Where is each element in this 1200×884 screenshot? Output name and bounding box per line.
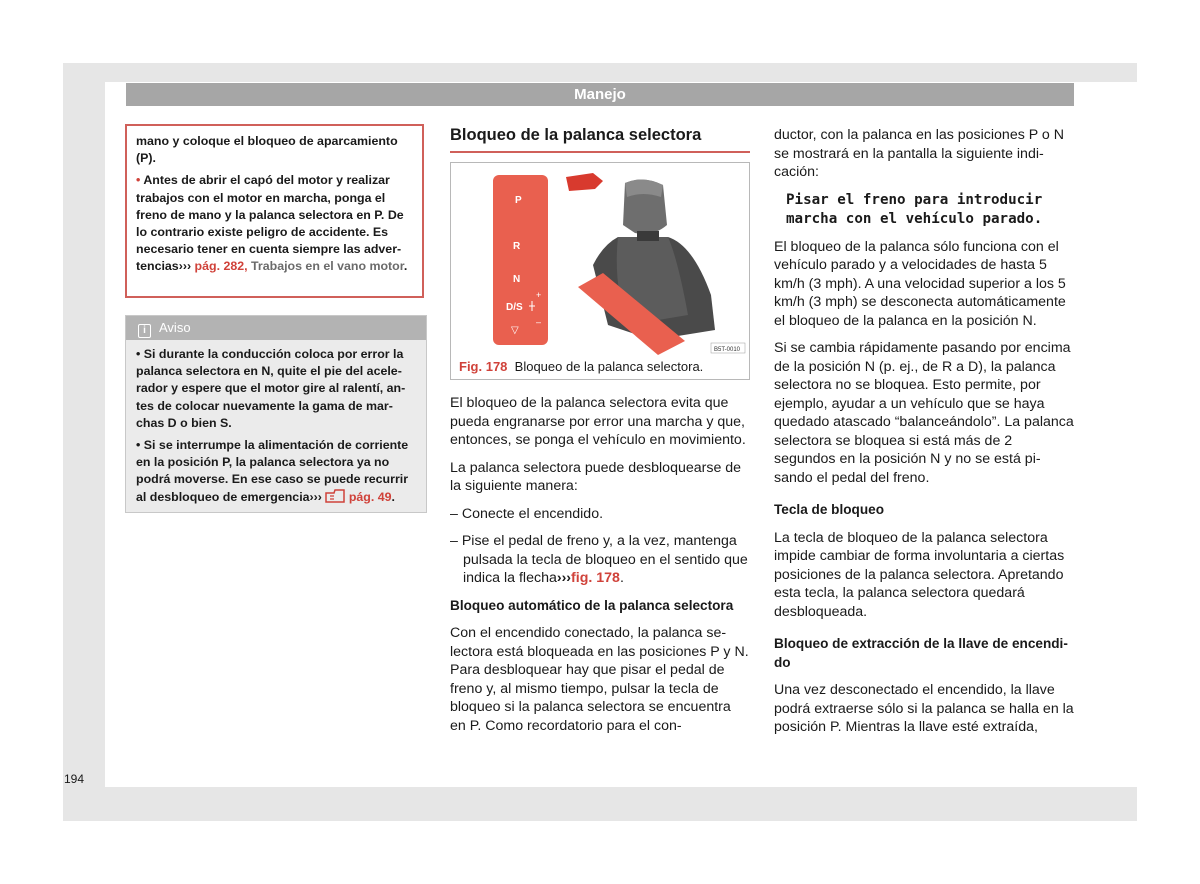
page-link[interactable]: pág. 282, [194,259,248,274]
step-item [450,532,750,588]
warning-para-1: mano y coloque el bloqueo de aparcamiento (P). [136,134,398,166]
notice-item-1: • Si durante la conducción coloca por error la palanca selectora en N, quite el pie del acelerador y espere que el motor gire al ralentí, antes de colocar nuevamente la gama de marchas D o bien S. [136,347,406,430]
arrows-icon: ››› [556,570,572,586]
notice-body [126,340,426,506]
bullet-icon: • [136,173,141,188]
paragraph: La tecla de bloqueo de la palanca selectora impide cambiar de forma involuntaria a ciertas posiciones de la palanca selectora. Apretando esta tecla, la palanca selectora quedará desbloqueada. [774,529,1065,620]
arrows-icon: ››› [309,489,322,504]
middle-column [450,394,750,744]
figure-caption [459,359,703,375]
page-link[interactable]: pág. 49 [348,489,392,504]
notice-title: Aviso [159,320,191,335]
gear-selector-illustration [453,165,747,355]
display-message: Pisar el freno para introducir marcha con el vehículo parado. [786,191,1043,227]
page-link-title[interactable]: Trabajos en el vano motor [251,259,404,274]
punctuation: . [403,259,408,274]
step-item: – Conecte el encendido. [450,505,604,522]
paragraph: La palanca selectora puede desbloquearse de la siguiente manera: [450,459,742,494]
book-icon [325,490,345,504]
paragraph: Con el encendido conectado, la palanca selectora está bloqueada en las posiciones P y N. Para desbloquear hay que pisar el pedal de freno y, al mismo tiempo, pulsar la tecla de bloqueo si la palanca selectora se encuentra en P. Como recordatorio para el con- [450,625,749,734]
punctuation: . [391,489,395,504]
paragraph: ductor, con la palanca en las posiciones P o N se mostrará en la pantalla la siguiente indicación: [774,127,1064,180]
section-header: Manejo [126,83,1074,106]
paragraph: Una vez desconectado el encendido, la llave podrá extraerse sólo si la palanca se halla en la posición P. Mientras la llave esté extraída, [774,682,1074,735]
paragraph: Si se cambia rápidamente pasando por encima de la posición N (p. ej., de R a D), la palanca selectora no se bloquea. Esto permite, por ejemplo, ayudar a un vehículo que se haya quedado atascado “balanceándolo”. La palanca selectora se bloquea si está más de 2 segundos en la posición N y no se está pisando el pedal del freno. [774,340,1074,486]
warning-para-2 [136,172,413,275]
figure-link[interactable]: fig. 178 [571,570,620,586]
figure-number: Fig. 178 [459,359,508,374]
step-text: – Pise el pedal de freno y, a la vez, mantenga pulsada la tecla de bloqueo en el sentido que indica la flecha [450,533,748,586]
warning-box [125,124,424,298]
figure-caption-text: Bloqueo de la palanca selectora. [514,359,704,374]
subheading: Bloqueo automático de la palanca selectora [450,597,734,613]
notice-box [125,315,427,513]
notice-item-2-text: • Si se interrumpe la alimentación de corriente en la posición P, la palanca selectora ya no podrá moverse. En ese caso se puede recurrir al desbloqueo de emergencia [136,438,409,504]
paragraph: El bloqueo de la palanca sólo funciona con el vehículo parado y a velocidades de hasta 5 km/h (3 mph). A una velocidad superior a los 5 km/h (3 mph) se desconecta automáticamente el bloqueo de la palanca en la posición N. [774,238,1066,329]
minus-sign: – [536,317,542,327]
figure-code: B5T-0010 [714,347,741,353]
info-icon: i [138,324,151,338]
panel-letter-ds: D/S [506,302,523,313]
plus-sign: + [536,290,542,300]
notice-item-2 [136,437,416,506]
figure-178 [450,162,750,380]
punctuation: . [619,570,624,586]
panel-letter-n: N [513,274,521,285]
subheading: Tecla de bloqueo [774,502,885,517]
right-column [774,126,1074,746]
paragraph: El bloqueo de la palanca selectora evita que pueda engranarse por error una marcha y que, entonces, se ponga el vehículo en movimiento. [450,395,746,448]
panel-letter-p: P [515,195,522,206]
subheading: Bloqueo de extracción de la llave de encendido [774,636,1068,670]
panel-letter-r: R [513,241,521,252]
arrows-icon: ››› [178,259,192,274]
panel-letter-down: ▽ [511,325,519,336]
notice-header [126,316,426,340]
page-number: 194 [64,772,85,786]
section-title: Bloqueo de la palanca selectora [450,126,750,153]
warning-text: Antes de abrir el capó del motor y realizar trabajos con el motor en marcha, ponga el freno de mano y la palanca selectora en P. De lo contrario existe peligro de accidente. Es necesario tener en cuenta siempre las advertencias [136,173,404,274]
